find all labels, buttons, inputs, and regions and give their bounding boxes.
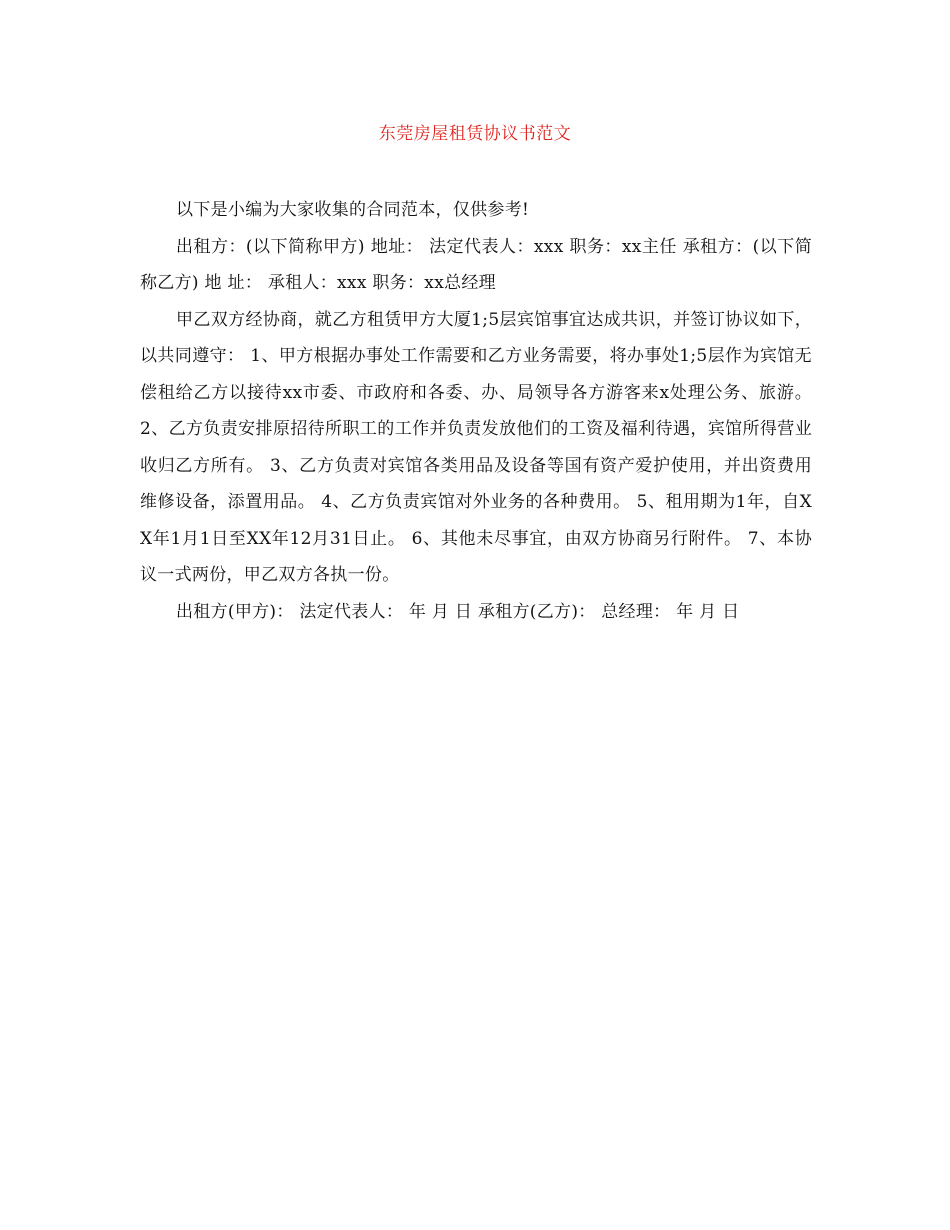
signature-paragraph: 出租方(甲方)： 法定代表人： 年 月 日 承租方(乙方)： 总经理： 年 月 日 — [176, 601, 740, 622]
document-body — [140, 192, 812, 630]
intro-paragraph: 以下是小编为大家收集的合同范本，仅供参考! — [176, 200, 530, 220]
document-title: 东莞房屋租赁协议书范文 — [378, 124, 572, 144]
terms-paragraph: 甲乙双方经协商，就乙方租赁甲方大厦1;5层宾馆事宜达成共识，并签订协议如下，以共同遵守： 1、甲方根据办事处工作需要和乙方业务需要，将办事处1;5层作为宾馆无偿租给乙方以接待xx市委、市政府和各委、办、局领导各方游客来x处理公务、旅游。 2、乙方负责安排原招待所职工的工作并负责发放他们的工资及福利待遇，宾馆所得营业收归乙方所有。 3、乙方负责对宾馆各类用品及设备等国有资产爱护使用，并出资费用维修设备，添置用品。 4、乙方负责宾馆对外业务的各种费用。 5、租用期为1年，自XX年1月1日至XX年12月31日止。 6、其他未尽事宜，由双方协商另行附件。 7、本协议一式两份，甲乙双方各执一份。 — [140, 309, 812, 585]
parties-paragraph: 出租方：(以下简称甲方) 地址： 法定代表人：xxx 职务：xx主任 承租方：(以下简称乙方) 地 址： 承租人：xxx 职务：xx总经理 — [140, 236, 812, 293]
